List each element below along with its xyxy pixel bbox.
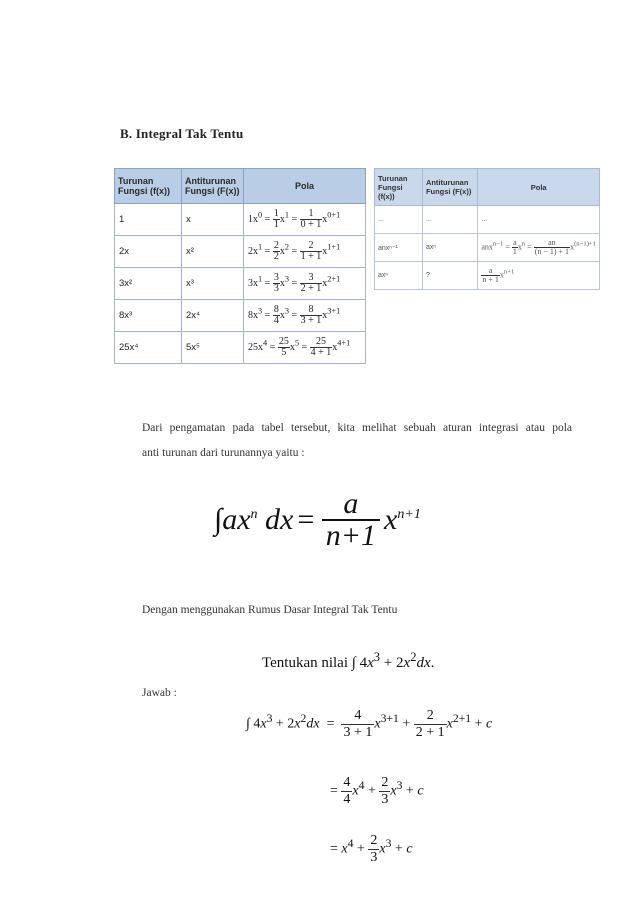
task-label: Tentukan nilai (262, 655, 349, 671)
table-row (375, 234, 600, 262)
cell-turunan: anxⁿ⁻¹ (375, 234, 423, 262)
section-heading: B. Integral Tak Tentu (120, 126, 244, 141)
cell-turunan: 2x (115, 236, 182, 268)
solution-step-1: ∫ $4x^3 + 2x^2dx$ = $\frac{4}{3 + 1}$ $x^{3+1}$ + $\frac{2}{2 + 1}$ $x^{2+1} + c$ (246, 708, 493, 740)
cell-turunan: axⁿ (375, 262, 423, 290)
cell-pola: $1x^0$ = $\frac{1}{1}$ $x^1$ = $\frac{1}{0 + 1}$ $x^{0+1}$ (244, 204, 366, 236)
paragraph-observation-cont: anti turunan dari turunannya yaitu : (142, 447, 305, 459)
cell-pola: $2x^1$ = $\frac{2}{2}$ $x^2$ = $\frac{2}{1 + 1}$ $x^{1+1}$ (244, 236, 366, 268)
header-antiturunan: Antiturunan Fungsi (F(x)) (182, 169, 244, 204)
jawab-label: Jawab : (142, 687, 177, 699)
table-row (115, 236, 366, 268)
cell-pola: $8x^3$ = $\frac{8}{4}$ $x^3$ = $\frac{8}{3 + 1}$ $x^{3+1}$ (244, 300, 366, 332)
cell-antiturunan: 2x⁴ (182, 300, 244, 332)
cell-antiturunan: x³ (182, 268, 244, 300)
cell-turunan: 3x² (115, 268, 182, 300)
cell-turunan: 8x³ (115, 300, 182, 332)
solution-step-2: = $\frac{4}{4}$ $x^4$ + $\frac{2}{3}$ $x^3 + c$ (330, 775, 424, 807)
cell-antiturunan: x² (182, 236, 244, 268)
header-turunan: Turunan Fungsi (f(x)) (115, 169, 182, 204)
cell-antiturunan: ... (422, 206, 477, 234)
cell-pola: anx$^{n-1}$ = $\frac{a}{1}$ $x^n$ = $\frac{an}{(n - 1) + 1}$ $x^{(n-1)+1}$ (478, 234, 600, 262)
cell-turunan: 1 (115, 204, 182, 236)
task-statement: Tentukan nilai ∫ $4x^3 + 2x^2dx$. (262, 650, 435, 671)
cell-pola: $25x^4$ = $\frac{25}{5}$ $x^5$ = $\frac{25}{4 + 1}$ $x^{4+1}$ (244, 332, 366, 364)
cell-turunan: 25x⁴ (115, 332, 182, 364)
general-pattern-table (374, 168, 600, 290)
table-row (115, 332, 366, 364)
header-turunan: Turunan Fungsi (f(x)) (375, 169, 423, 206)
paragraph-observation: Dari pengamatan pada tabel tersebut, kita melihat sebuah aturan integrasi atau pola (142, 422, 572, 434)
table-row (375, 206, 600, 234)
header-pola: Pola (478, 169, 600, 206)
cell-pola: ... (478, 206, 600, 234)
cell-antiturunan: x (182, 204, 244, 236)
table-row (115, 268, 366, 300)
cell-antiturunan: 5x⁵ (182, 332, 244, 364)
paragraph-basic-formula: Dengan menggunakan Rumus Dasar Integral Tak Tentu (142, 604, 398, 616)
cell-pola: $3x^1$ = $\frac{3}{3}$ $x^3$ = $\frac{3}{2 + 1}$ $x^{2+1}$ (244, 268, 366, 300)
integral-formula: $\int ax^n$ dx = $\frac{a}{n+1}$ $x^{n+1}$ (214, 487, 421, 552)
cell-antiturunan: ? (422, 262, 477, 290)
header-pola: Pola (244, 169, 366, 204)
table-row (115, 300, 366, 332)
antiderivative-table (114, 168, 366, 364)
cell-antiturunan: axⁿ (422, 234, 477, 262)
cell-turunan: ... (375, 206, 423, 234)
header-antiturunan: Antiturunan Fungsi (F(x)) (422, 169, 477, 206)
table-row (115, 204, 366, 236)
cell-pola: $\frac{a}{n + 1}$ $x^{n+1}$ (478, 262, 600, 290)
table-row (375, 262, 600, 290)
solution-step-3: = $x^4$ + $\frac{2}{3}$ $x^3 + c$ (330, 833, 413, 865)
